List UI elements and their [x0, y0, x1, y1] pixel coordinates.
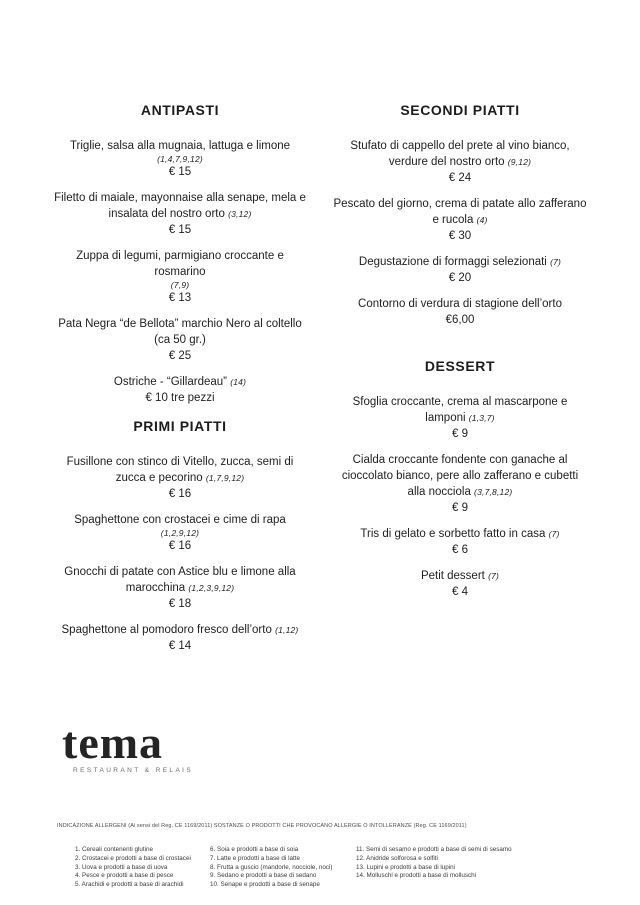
dish-price: € 18: [168, 598, 192, 610]
allergen-list-item: 14. Molluschi e prodotti a base di molluschi: [356, 872, 477, 880]
section-title-secondi-piatti: SECONDI PIATTI: [400, 102, 520, 118]
dish-name: Ostriche - “Gillardeau” (14): [113, 376, 247, 388]
dish-allergens: (1,2,3,9,12): [188, 583, 235, 593]
allergen-list-item: 1. Cereali contenenti glutine: [75, 846, 154, 853]
menu-item: [333, 452, 587, 516]
allergen-list-item: 13. Lupini e prodotti a base di lupini: [356, 863, 456, 871]
dish-allergens: (3,12): [228, 209, 252, 219]
dish-price: € 10 tre pezzi: [145, 392, 215, 404]
dish-name: Degustazione di formaggi selezionati (7): [358, 256, 562, 268]
dish-price: € 30: [448, 230, 472, 242]
dish-name: Tris di gelato e sorbetto fatto in casa (7): [360, 528, 560, 540]
dish-allergens: (14): [230, 377, 247, 387]
menu-item: [333, 196, 587, 244]
allergen-list-item: 5. Arachidi e prodotti a base di arachidi: [75, 881, 184, 889]
dish-name: Petit dessert (7): [420, 570, 500, 582]
dish-name: Spaghettone con crostacei e cime di rapa: [74, 514, 286, 526]
menu-item: [53, 374, 307, 406]
dish-allergens: (1,2,9,12): [160, 528, 200, 538]
dish-price: €6,00: [445, 314, 475, 326]
menu-item: [333, 254, 587, 286]
menu-item: [333, 394, 587, 442]
dish-allergens: (3,7,8,12): [474, 487, 513, 497]
dish-price: € 16: [168, 488, 192, 500]
section-dessert: [333, 358, 587, 600]
dish-price: € 15: [168, 224, 192, 236]
restaurant-logo: [62, 717, 194, 774]
dish-allergens: (1,4,7,9,12): [157, 154, 203, 164]
dish-price: € 9: [452, 502, 468, 514]
section-title-primi-piatti: PRIMI PIATTI: [133, 418, 227, 434]
section-antipasti: [53, 102, 307, 406]
menu-item: [333, 296, 587, 328]
dish-name: Filetto di maiale, mayonnaise alla senape, mela e insalata del nostro orto (3,12): [54, 192, 306, 220]
allergen-list-column-2: [210, 846, 355, 890]
dish-allergens: (1,12): [275, 625, 299, 635]
dish-allergens: (7): [488, 571, 500, 581]
dish-allergens: (9,12): [507, 157, 532, 167]
allergen-note: INDICAZIONE ALLERGENI (Ai sensi del Reg. CE 1169/2011) SOSTANZE O PRODOTTI CHE PROVOCANO ALLERGIE O INTOLLERANZE (Reg. CE 1169/2011): [57, 823, 467, 829]
dish-price: € 24: [448, 172, 472, 184]
menu-item: [53, 190, 307, 238]
menu-item: [53, 622, 307, 654]
dish-name: Pescato del giorno, crema di patate allo zafferano e rucola (4): [333, 198, 587, 226]
allergen-list-column-3: [356, 846, 521, 881]
allergen-list-item: 7. Latte e prodotti a base di latte: [210, 854, 300, 862]
allergen-list-item: 12. Anidride solforosa e solfiti: [356, 854, 438, 862]
dish-name: Cialda croccante fondente con ganache al cioccolato bianco, pere allo zafferano e cubetti alla nocciola (3,7,8,12): [341, 454, 579, 498]
section-secondi-piatti: [333, 102, 587, 328]
allergen-list-item: 8. Frutta a guscio (mandorle, nocciole, noci): [210, 863, 333, 871]
allergen-list-item: 6. Soia e prodotti a base di soia: [210, 846, 299, 853]
dish-price: € 25: [168, 350, 192, 362]
menu-column-left: [53, 102, 307, 664]
allergen-list-item: 2. Crostacei e prodotti a base di crostacei: [75, 854, 191, 862]
logo-tagline: RESTAURANT & RELAIS: [73, 767, 194, 774]
dish-name: Triglie, salsa alla mugnaia, lattuga e limone: [69, 140, 291, 152]
dish-price: € 20: [448, 272, 472, 284]
dish-name: Sfoglia croccante, crema al mascarpone e lamponi (1,3,7): [352, 396, 568, 424]
section-primi-piatti: [53, 418, 307, 654]
dish-name: Contorno di verdura di stagione dell’orto: [358, 298, 562, 310]
dish-allergens: (7): [548, 529, 560, 539]
dish-price: € 4: [452, 586, 468, 598]
menu-item: [333, 568, 587, 600]
dish-price: € 14: [168, 640, 192, 652]
menu-item: [333, 138, 587, 186]
menu-item: [53, 454, 307, 502]
section-title-dessert: DESSERT: [424, 358, 496, 374]
allergen-list-item: 4. Pesce e prodotti a base di pesce: [75, 872, 174, 880]
section-title-antipasti: ANTIPASTI: [140, 102, 220, 118]
allergen-list-item: 11. Semi di sesamo e prodotti a base di semi di sesamo: [356, 846, 512, 853]
dish-name: Fusillone con stinco di Vitello, zucca, semi di zucca e pecorino (1,7,9,12): [66, 456, 294, 484]
menu-columns: [53, 102, 587, 664]
menu-item: [333, 526, 587, 558]
dish-allergens: (1,7,9,12): [205, 473, 245, 483]
menu-item: [53, 512, 307, 554]
menu-item: [53, 248, 307, 306]
dish-name: Zuppa di legumi, parmigiano croccante e rosmarino: [76, 250, 284, 278]
dish-price: € 13: [168, 292, 192, 304]
dish-price: € 15: [168, 166, 192, 178]
dish-allergens: (4): [476, 215, 488, 225]
dish-price: € 16: [168, 540, 192, 552]
dish-allergens: (7,9): [170, 280, 190, 290]
dish-price: € 9: [452, 428, 468, 440]
allergen-list-item: 9. Sedano e prodotti a base di sedano: [210, 872, 317, 880]
allergen-list-item: 3. Uova e prodotti a base di uova: [75, 863, 168, 871]
logo-wordmark: tema: [62, 717, 164, 768]
dish-name: Stufato di cappello del prete al vino bianco, verdure del nostro orto (9,12): [350, 140, 570, 168]
allergen-list-item: 10. Senape e prodotti a base di senape: [210, 881, 320, 889]
dish-name: Spaghettone al pomodoro fresco dell’orto (1,12): [61, 624, 299, 636]
dish-name: Pata Negra “de Bellota” marchio Nero al coltello (ca 50 gr.): [58, 318, 302, 346]
allergen-list-column-1: [75, 846, 207, 890]
dish-name: Gnocchi di patate con Astice blu e limone alla marocchina (1,2,3,9,12): [64, 566, 296, 594]
menu-item: [53, 564, 307, 612]
dish-price: € 6: [452, 544, 468, 556]
menu-item: [53, 138, 307, 180]
menu-column-right: [333, 102, 587, 664]
menu-item: [53, 316, 307, 364]
dish-allergens: (7): [550, 257, 562, 267]
dish-allergens: (1,3,7): [468, 413, 495, 423]
